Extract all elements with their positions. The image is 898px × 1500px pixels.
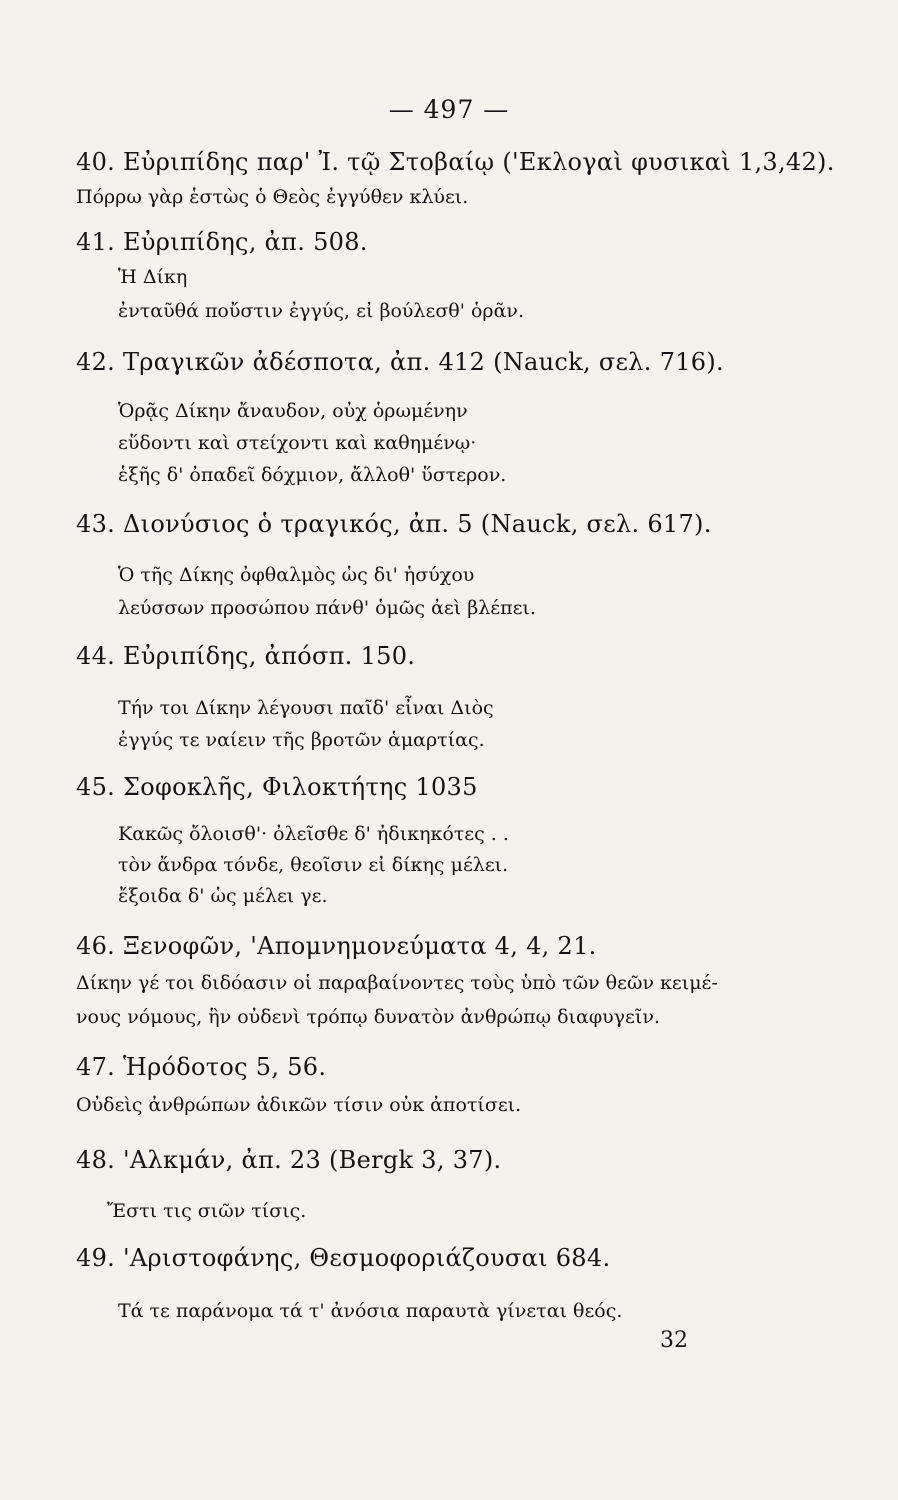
entry-45-line-2: τὸν ἄνδρα τόνδε, θεοῖσιν εἰ δίκης μέλει. <box>118 854 509 876</box>
entry-48-heading: 48. 'Αλκμάν, ἀπ. 23 (Bergk 3, 37). <box>76 1146 502 1174</box>
entry-43-line-2: λεύσσων προσώπου πάνθ' ὁμῶς ἀεὶ βλέπει. <box>118 597 536 619</box>
entry-47-line-1: Οὐδεὶς ἀνθρώπων ἀδικῶν τίσιν οὐκ ἀποτίσει. <box>76 1094 522 1116</box>
entry-45-line-1: Κακῶς ὄλοισθ'· ὀλεῖσθε δ' ἠδικηκότες . . <box>118 823 509 845</box>
entry-46-line-1: Δίκην γέ τοι διδόασιν οἱ παραβαίνοντες τοὺς ὑπὸ τῶν θεῶν κειμέ- <box>76 972 718 994</box>
entry-49-line-1: Τά τε παράνομα τά τ' ἀνόσια παραυτὰ γίνεται θεός. <box>118 1300 623 1322</box>
entry-42-line-2: εὕδοντι καὶ στείχοντι καὶ καθημένῳ· <box>118 432 477 454</box>
entry-41-heading: 41. Εὐριπίδης, ἀπ. 508. <box>76 228 368 256</box>
entry-44-line-1: Τήν τοι Δίκην λέγουσι παῖδ' εἶναι Διὸς <box>118 697 494 719</box>
entry-44-heading: 44. Εὐριπίδης, ἀπόσπ. 150. <box>76 642 416 670</box>
entry-42-line-3: ἑξῆς δ' ὀπαδεῖ δόχμιον, ἄλλοθ' ὕστερον. <box>118 464 507 486</box>
entry-43-line-1: Ὁ τῆς Δίκης ὀφθαλμὸς ὡς δι' ἡσύχου <box>118 564 475 586</box>
entry-45-line-3: ἔξοιδα δ' ὡς μέλει γε. <box>118 885 328 907</box>
entry-42-heading: 42. Τραγικῶν ἀδέσποτα, ἀπ. 412 (Nauck, σελ. 716). <box>76 348 724 376</box>
signature-mark: 32 <box>660 1328 688 1353</box>
entry-48-line-1: Ἔστι τις σιῶν τίσις. <box>107 1200 307 1222</box>
entry-41-line-1: Ἡ Δίκη <box>118 266 188 288</box>
entry-43-heading: 43. Διονύσιος ὁ τραγικός, ἀπ. 5 (Nauck, σελ. 617). <box>76 510 712 538</box>
entry-46-heading: 46. Ξενοφῶν, 'Απομνημονεύματα 4, 4, 21. <box>76 932 597 960</box>
entry-47-heading: 47. Ἡρόδοτος 5, 56. <box>76 1053 327 1081</box>
entry-45-heading: 45. Σοφοκλῆς, Φιλοκτήτης 1035 <box>76 773 478 801</box>
entry-41-line-2: ἐνταῦθά ποὔστιν ἐγγύς, εἰ βούλεσθ' ὁρᾶν. <box>118 300 525 322</box>
entry-49-heading: 49. 'Αριστοφάνης, Θεσμοφοριάζουσαι 684. <box>76 1244 611 1272</box>
entry-46-line-2: νους νόμους, ἣν οὐδενὶ τρόπῳ δυνατὸν ἀνθρώπῳ διαφυγεῖν. <box>76 1006 660 1028</box>
page-number: — 497 — <box>388 95 510 124</box>
entry-44-line-2: ἐγγύς τε ναίειν τῆς βροτῶν ἁμαρτίας. <box>118 729 485 751</box>
entry-40-heading: 40. Εὐριπίδης παρ' Ἰ. τῷ Στοβαίῳ ('Εκλογαὶ φυσικαὶ 1,3,42). <box>76 148 835 176</box>
entry-40-line-1: Πόρρω γὰρ ἑστὼς ὁ Θεὸς ἐγγύθεν κλύει. <box>76 186 469 208</box>
entry-42-line-1: Ὁρᾷς Δίκην ἄναυδον, οὐχ ὁρωμένην <box>118 400 468 422</box>
